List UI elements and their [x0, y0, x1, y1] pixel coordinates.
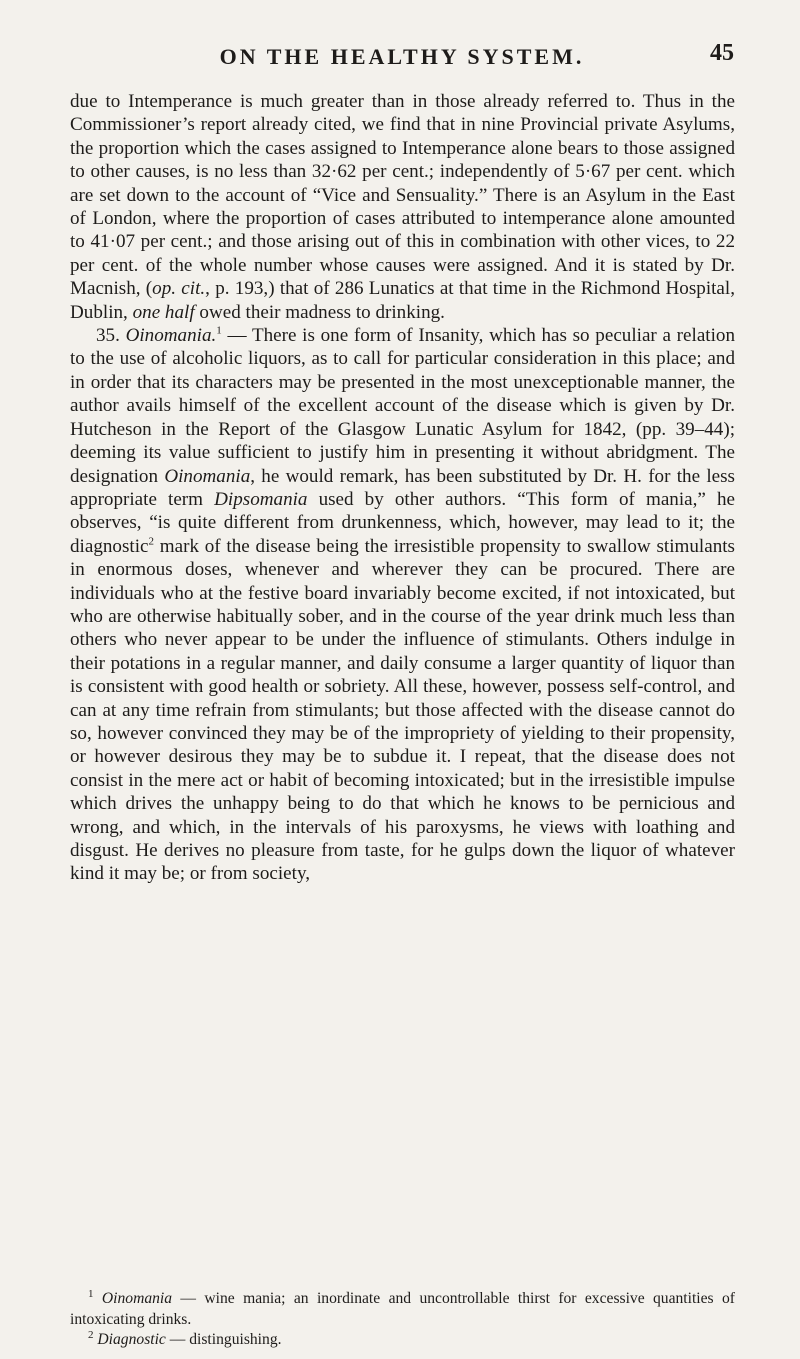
paragraph-text: owed their madness to drinking.	[194, 301, 445, 323]
footnote-term-diagnostic: Diagnostic	[97, 1331, 166, 1348]
paragraph-oinomania	[70, 324, 735, 886]
footnote-ref-2: 2	[148, 535, 154, 548]
citation-op-cit: op. cit.	[152, 278, 206, 300]
term-dipsomania: Dipsomania	[214, 488, 308, 510]
footnote-mark-1: 1	[88, 1287, 94, 1300]
paragraph-text: — There is one form of Insanity, which has so peculiar a relation to the use of alcoholic liquors, as to call for particular consideration in this place; and in order that its characters may be presented in the most unexceptionable manner, the author avails himself of the excellent account of the disease which is given by Dr. Hutcheson in the Report of the Glasgow Lunatic Asylum for 1842, (pp. 39–44); deeming its value sufficient to justify him in presenting it without abridgment. The designation	[70, 325, 736, 487]
footnotes	[70, 1289, 735, 1351]
term-oinomania-2: Oinomania	[164, 465, 251, 487]
footnote-mark-2: 2	[88, 1328, 94, 1341]
paragraph-text: mark of the disease being the irresistible propensity to swallow stimulants in enormous doses, whenever and wherever they can be procured. There are individuals who at the festive board invariably become excited, if not intoxicated, but who are otherwise habitually sober, and in the course of the year drink much less than others who never appear to be under the influence of stimulants. Others indulge in their potations in a regular manner, and daily consume a larger quantity of liquor than is consistent with good health or sobriety. All these, however, possess self-control, and can at any time refrain from stimulants; but those affected with the disease cannot do so, however convinced they may be of the impropriety of yielding to their propensity, or however desirous they may be to subdue it. I repeat, that the disease does not consist in the mere act or habit of becoming intoxicated; but in the irresistible impulse which drives the unhappy being to do that which he knows to be pernicious and wrong, and which, in the intervals of his paroxysms, he views with loathing and disgust. He derives no pleasure from taste, for he gulps down the liquor of whatever kind it may be; or from society,	[70, 535, 735, 885]
page-number: 45	[710, 40, 734, 66]
footnote-text: — distinguishing.	[165, 1331, 282, 1348]
footnote-ref-1: 1	[216, 324, 222, 337]
footnote-text: — wine mania; an inordinate and uncontrollable thirst for excessive quantities of intoxicating drinks.	[70, 1290, 735, 1328]
term-oinomania: Oinomania.	[125, 325, 217, 347]
paragraph-text: used by other authors. “This form of mania,” he observes, “is quite different from drunkenness, which, however, may lead to it; the diagnostic	[70, 488, 735, 557]
section-number: 35.	[96, 325, 126, 347]
emphasis-one-half: one half	[132, 301, 195, 323]
paragraph-text: , p. 193,) that of 286 Lunatics at that time in the Richmond Hospital, Dublin,	[70, 278, 735, 323]
body-text	[70, 90, 735, 886]
paragraph-text: , he would remark, has been substituted by Dr. H. for the less appropriate term	[70, 465, 735, 510]
paragraph-text: due to Intemperance is much greater than in those already referred to. Thus in the Commissioner’s report already cited, we find that in nine Provincial private Asylums, the proportion which the cases assigned to Intemperance alone bears to those assigned to other causes, is no less than 32·62 per cent.; independently of 5·67 per cent. which are set down to the account of “Vice and Sensuality.” There is an Asylum in the East of London, where the proportion of cases attributed to intemperance alone amounted to 41·07 per cent.; and those arising out of this in combination with other vices, to 22 per cent. of the whole number whose causes were assigned. And it is stated by Dr. Macnish, (	[70, 91, 735, 300]
page-header	[70, 38, 734, 78]
footnote-1	[70, 1289, 735, 1330]
running-head: ON THE HEALTHY SYSTEM.	[219, 44, 585, 69]
footnote-2	[70, 1330, 735, 1351]
footnote-term-oinomania: Oinomania	[101, 1290, 173, 1307]
paragraph-intemperance-statistics	[70, 90, 735, 324]
